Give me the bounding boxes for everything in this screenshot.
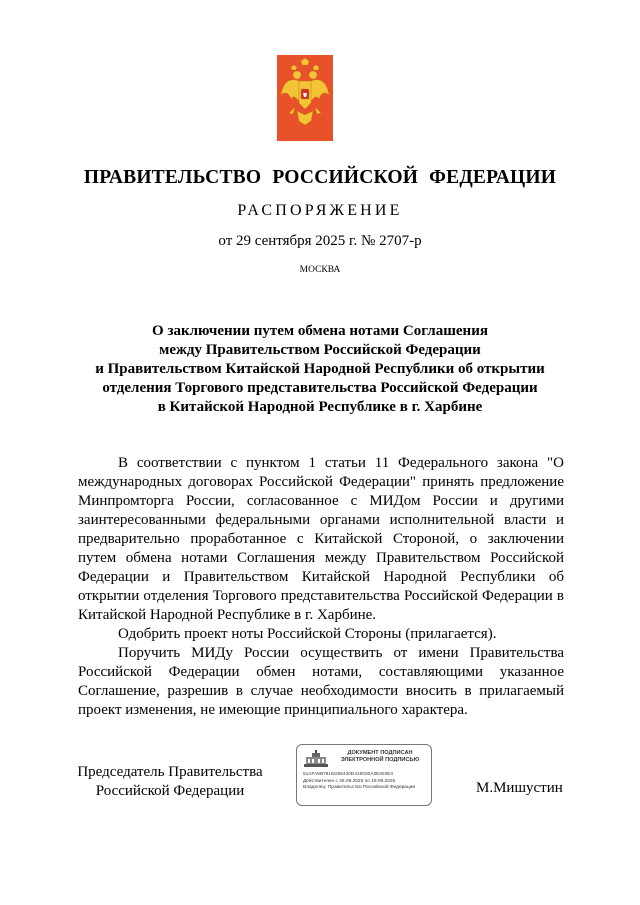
body-paragraph: В соответствии с пунктом 1 статьи 11 Федерального закона "О международных договорах Российской Федерации" принять предложение Минпромторга России, согласованное с МИДом России и другими заинтересованными федеральными органами исполнительной власти и предварительно проработанное с Китайской Стороной, о заключении путем обмена нотами Соглашения между Правительством Российской Федерации и Правительством Китайской Народной Республики об открытии отделения Торгового представительства Российской Федерации в Китайской Народной Республике в г. Харбине.: [78, 455, 564, 623]
subject-line: и Правительством Китайской Народной Республики об открытии: [95, 361, 545, 377]
document-city: МОСКВА: [299, 265, 341, 275]
document-type: РАСПОРЯЖЕНИЕ: [237, 202, 403, 219]
stamp-heading-line: ЭЛЕКТРОННОЙ ПОДПИСЬЮ: [340, 757, 420, 763]
stamp-validity: Действителен с 26.09.2025 по 19.09.2026: [303, 779, 396, 784]
subject-line: отделения Торгового представительства Российской Федерации: [102, 380, 538, 396]
signer-title: [70, 763, 270, 801]
signer-title-line: Председатель Правительства: [77, 764, 263, 780]
subject-line: между Правительством Российской Федерации: [159, 342, 481, 358]
stamp-heading-line: ДОКУМЕНТ ПОДПИСАН: [347, 750, 413, 756]
signer-name: М.Мишустин: [476, 780, 563, 796]
body-paragraph: Одобрить проект ноты Российской Стороны (прилагается).: [118, 626, 497, 642]
signer-title-line: Российской Федерации: [95, 783, 245, 799]
stamp-certificate: 51AFA8B781ED86430D416030A3E303E3: [303, 771, 394, 776]
coat-of-arms-emblem: [277, 55, 333, 141]
document-subject: [60, 322, 580, 417]
subject-line: О заключении путем обмена нотами Соглашения: [152, 323, 488, 339]
subject-line: в Китайской Народной Республике в г. Харбине: [157, 399, 483, 415]
document-body: [78, 454, 564, 720]
document-date-number: от 29 сентября 2025 г. № 2707-р: [218, 233, 422, 249]
stamp-heading: [331, 750, 429, 764]
electronic-signature-stamp: [296, 744, 432, 806]
government-title: ПРАВИТЕЛЬСТВО РОССИЙСКОЙ ФЕДЕРАЦИИ: [83, 167, 557, 188]
stamp-owner: Владелец: Правительство Российской Федерации: [303, 785, 416, 790]
government-building-icon: [303, 750, 329, 768]
body-paragraph: Поручить МИДу России осуществить от имени Правительства Российской Федерации обмен нотами, составляющими указанное Соглашение, разрешив в случае необходимости вносить в прилагаемый проект изменения, не имеющие принципиального характера.: [78, 645, 564, 718]
